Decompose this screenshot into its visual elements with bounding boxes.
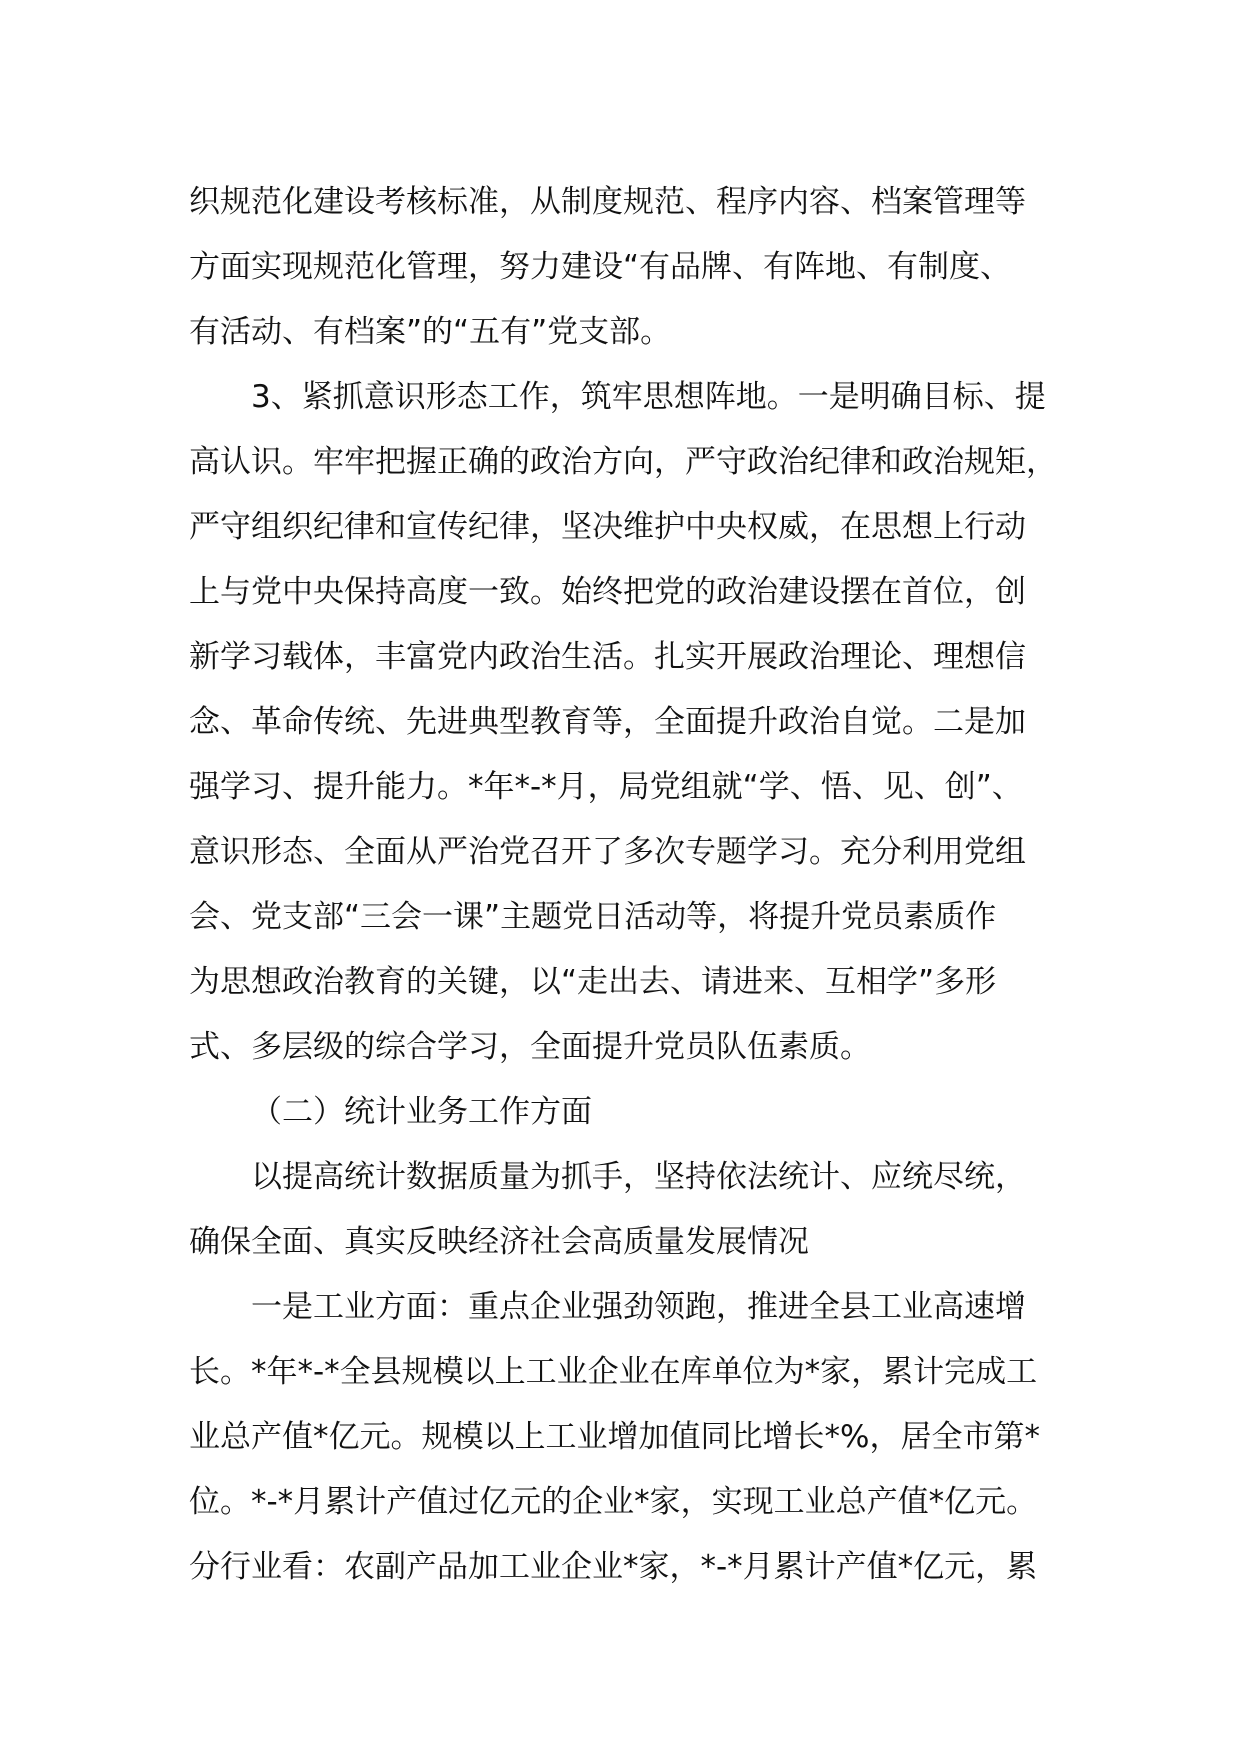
- text-line: 业总产值*亿元。规模以上工业增加值同比增长*%，居全市第*: [189, 1419, 1040, 1455]
- text-line: 分行业看：农副产品加工业企业*家，*-*月累计产值*亿元，累: [189, 1549, 1038, 1585]
- text-line: 位。*-*月累计产值过亿元的企业*家，实现工业总产值*亿元。: [189, 1484, 1038, 1520]
- text-line: 长。*年*-*全县规模以上工业企业在库单位为*家，累计完成工: [189, 1354, 1038, 1390]
- text-line: 会、党支部“三会一课”主题党日活动等，将提升党员素质作: [189, 899, 997, 935]
- text-line: 有活动、有档案”的“五有”党支部。: [189, 314, 672, 350]
- text-line: 为思想政治教育的关键，以“走出去、请进来、互相学”多形: [189, 964, 997, 1000]
- text-line: 织规范化建设考核标准，从制度规范、程序内容、档案管理等: [189, 184, 1026, 220]
- text-line: 3、紧抓意识形态工作，筑牢思想阵地。一是明确目标、提: [251, 379, 1046, 415]
- text-line: 高认识。牢牢把握正确的政治方向，严守政治纪律和政治规矩，: [189, 444, 1057, 480]
- text-line: 念、革命传统、先进典型教育等，全面提升政治自觉。二是加: [189, 704, 1026, 740]
- text-line: 一是工业方面：重点企业强劲领跑，推进全县工业高速增: [251, 1289, 1026, 1325]
- text-line: 新学习载体，丰富党内政治生活。扎实开展政治理论、理想信: [189, 639, 1026, 675]
- text-line: 严守组织纪律和宣传纪律，坚决维护中央权威，在思想上行动: [189, 509, 1026, 545]
- text-line: 方面实现规范化管理，努力建设“有品牌、有阵地、有制度、: [189, 249, 1012, 285]
- text-line: 式、多层级的综合学习，全面提升党员队伍素质。: [189, 1029, 871, 1065]
- text-line: 强学习、提升能力。*年*-*月，局党组就“学、悟、见、创”、: [189, 769, 1023, 805]
- document-body: [189, 170, 1089, 1600]
- text-line: 以提高统计数据质量为抓手，坚持依法统计、应统尽统，: [251, 1159, 1026, 1195]
- text-line: 上与党中央保持高度一致。始终把党的政治建设摆在首位，创: [189, 574, 1026, 610]
- section-heading: （二）统计业务工作方面: [251, 1094, 592, 1130]
- text-line: 确保全面、真实反映经济社会高质量发展情况: [189, 1224, 809, 1260]
- text-line: 意识形态、全面从严治党召开了多次专题学习。充分利用党组: [189, 834, 1026, 870]
